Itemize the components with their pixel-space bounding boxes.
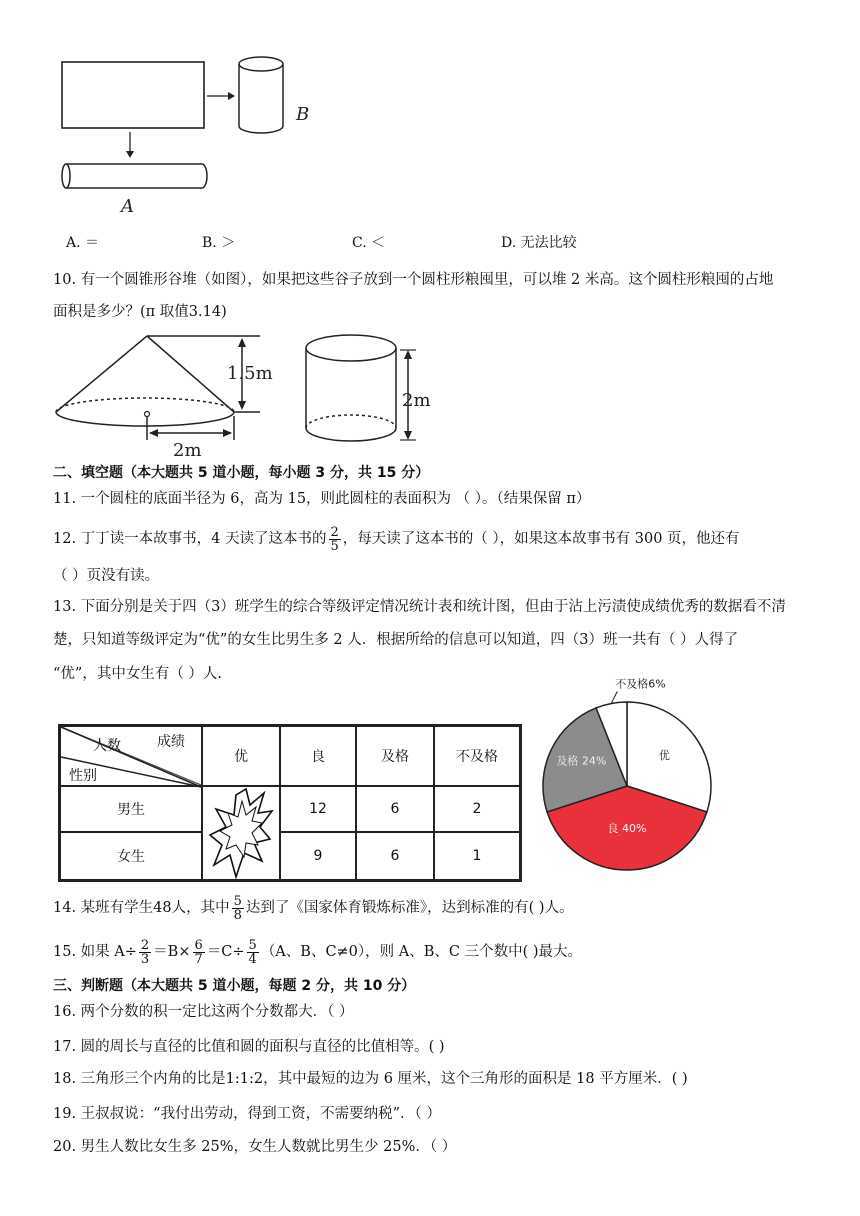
col-header-bujige: 不及格 xyxy=(434,726,521,786)
col-header-you: 优 xyxy=(202,726,280,786)
cone-center xyxy=(145,412,150,417)
q14-text2: 达到了《国家体育锻炼标准》，达到标准的有( )人。 xyxy=(245,900,574,916)
cell-boys-bujige: 2 xyxy=(434,786,521,833)
pie-label-2: 及格 24% xyxy=(556,754,607,768)
header-chengji: 成绩 xyxy=(157,734,185,750)
q15 xyxy=(53,934,582,970)
q13-line1: 13. 下面分别是关于四（3）班学生的综合等级评定情况统计表和统计图，但由于沾上污渍使成绩优秀的数据看不清 xyxy=(53,599,786,615)
q15-fraction3: $\frac{5}{4}$ xyxy=(248,937,257,967)
q15-text4: （A、B、C≠0），则 A、B、C 三个数中( )最大。 xyxy=(260,944,583,960)
q15-text3: ＝C÷ xyxy=(206,944,245,960)
pie-chart xyxy=(540,677,740,888)
q9-figure xyxy=(50,50,340,220)
paper-rectangle xyxy=(62,62,204,128)
q14-text1: 14. 某班有学生48人，其中 xyxy=(53,900,230,916)
row-label-boys: 男生 xyxy=(60,786,203,833)
q11: 11. 一个圆柱的底面半径为 6，高为 15，则此圆柱的表面积为 （ ）。（结果保留 π） xyxy=(53,491,591,507)
cell-boys-jige: 6 xyxy=(356,786,434,833)
q12-line2: （ ）页没有读。 xyxy=(53,568,160,584)
stain-cell xyxy=(202,786,280,881)
label-b: B xyxy=(296,104,310,125)
q12-text2: ，每天读了这本书的（ ），如果这本故事书有 300 页，他还有 xyxy=(342,531,740,547)
q15-text2: ＝B× xyxy=(153,944,191,960)
col-header-liang: 良 xyxy=(280,726,356,786)
q16: 16. 两个分数的积一定比这两个分数都大．（ ） xyxy=(53,1004,354,1020)
row-label-girls: 女生 xyxy=(60,832,203,880)
q15-fraction1: $\frac{2}{3}$ xyxy=(140,937,150,967)
q17: 17. 圆的周长与直径的比值和圆的面积与直径的比值相等。( ) xyxy=(53,1039,445,1055)
option-a[interactable]: A. ＝ xyxy=(66,235,100,251)
cylinder xyxy=(306,335,396,441)
q12-text1: 12. 丁丁读一本故事书，4 天读了这本书的 xyxy=(53,531,327,547)
q20: 20. 男生人数比女生多 25%，女生人数就比男生少 25%．（ ） xyxy=(53,1139,457,1155)
option-d[interactable]: D. 无法比较 xyxy=(501,235,577,251)
pie-label-3: 不及格6% xyxy=(615,677,666,691)
cylinder-height-label: 2m xyxy=(402,390,431,411)
header-xingbie: 性别 xyxy=(69,768,97,784)
q14 xyxy=(53,890,574,926)
q13-line2: 楚，只知道等级评定为“优”的女生比男生多 2 人．根据所给的信息可以知道，四（3）班一共有（ ）人得了 xyxy=(53,632,739,648)
q19: 19. 王叔叔说：“我付出劳动，得到工资，不需要纳税”．（ ） xyxy=(53,1106,441,1122)
label-a: A xyxy=(121,196,134,217)
grade-table xyxy=(58,724,522,882)
q15-fraction2: $\frac{6}{7}$ xyxy=(194,937,203,967)
q15-text1: 15. 如果 A÷ xyxy=(53,944,137,960)
col-header-jige: 及格 xyxy=(356,726,434,786)
q12-line1 xyxy=(53,521,740,557)
cell-girls-liang: 9 xyxy=(280,832,356,880)
q18: 18. 三角形三个内角的比是1:1:2，其中最短的边为 6 厘米，这个三角形的面积是 18 平方厘米．( ) xyxy=(53,1071,688,1087)
q10-figure xyxy=(50,330,450,460)
ink-stain-icon xyxy=(206,787,276,879)
cell-boys-liang: 12 xyxy=(280,786,356,833)
table-header-diagonal xyxy=(60,726,203,786)
cell-girls-jige: 6 xyxy=(356,832,434,880)
cone xyxy=(56,336,260,440)
option-b[interactable]: B. ＞ xyxy=(202,235,236,251)
cylinder-b xyxy=(239,57,283,133)
q13-line3: “优”，其中女生有（ ）人. xyxy=(53,666,223,682)
pie-label-0: 优 xyxy=(658,748,670,762)
section3-heading: 三、判断题（本大题共 5 道小题，每题 2 分，共 10 分） xyxy=(53,978,416,994)
cone-height-label: 1.5m xyxy=(227,363,273,384)
cell-girls-bujige: 1 xyxy=(434,832,521,880)
q10-line2: 面积是多少？(π 取值3.14) xyxy=(53,304,227,320)
cone-radius-label: 2m xyxy=(173,440,202,461)
q12-fraction: $\frac{2}{5}$ xyxy=(330,524,339,554)
section2-heading: 二、填空题（本大题共 5 道小题，每小题 3 分，共 15 分） xyxy=(53,465,430,481)
header-renshu: 人数 xyxy=(93,738,121,754)
cylinder-a xyxy=(62,164,207,188)
pie-leader-line xyxy=(611,691,617,703)
option-c[interactable]: C. ＜ xyxy=(352,235,386,251)
q10-line1: 10. 有一个圆锥形谷堆（如图），如果把这些谷子放到一个圆柱形粮囤里，可以堆 2 米高。这个圆柱形粮囤的占地 xyxy=(53,272,774,288)
q14-fraction: $\frac{5}{8}$ xyxy=(233,893,242,923)
pie-label-1: 良 40% xyxy=(607,822,647,836)
